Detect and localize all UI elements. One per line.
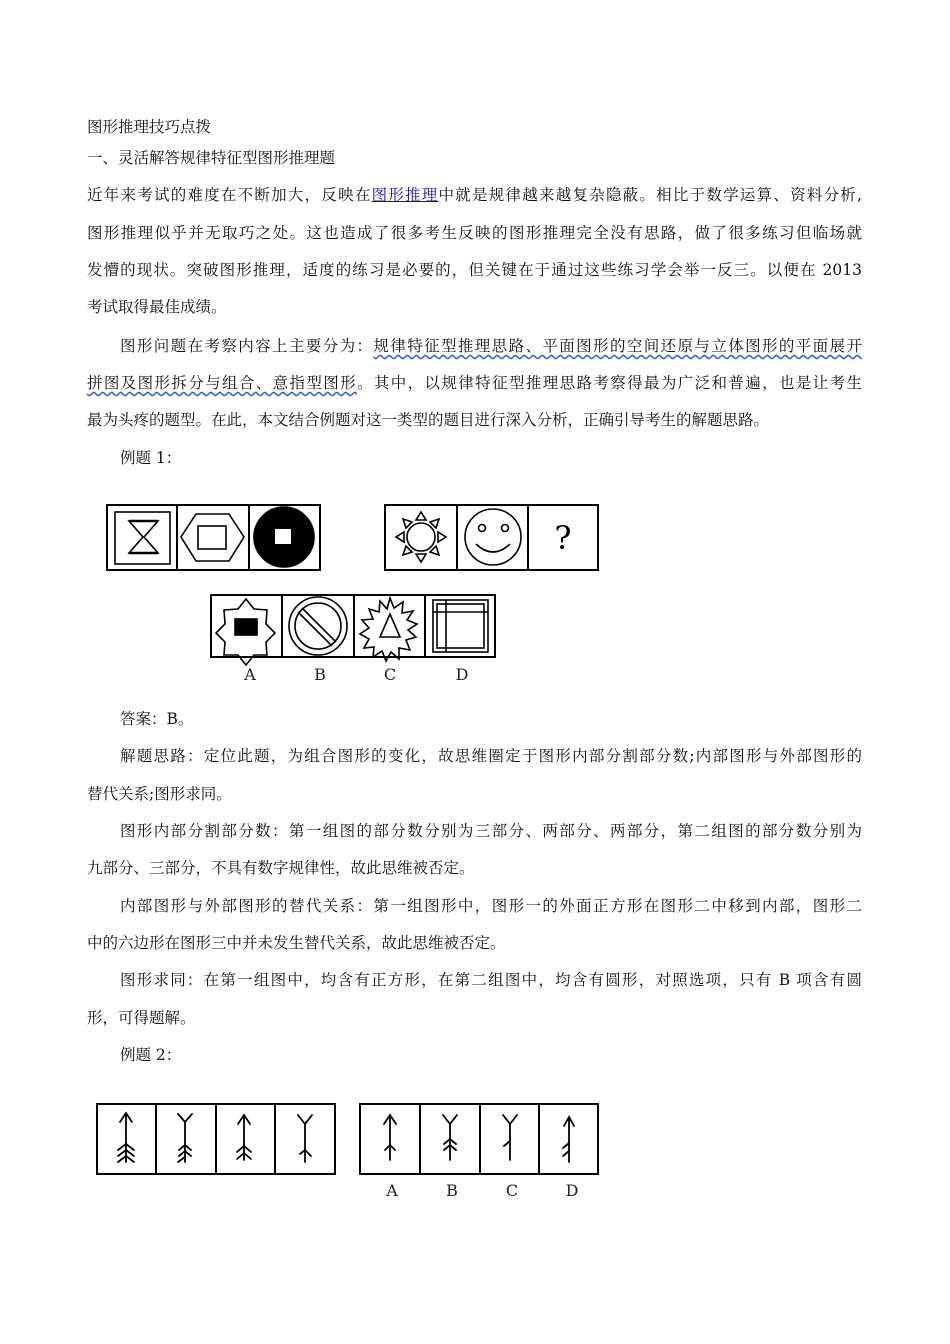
types-line-1: 图形问题在考察内容上主要分为：规律特征型推理思路、平面图形的空间还原与立体图形的平面展开 bbox=[120, 337, 862, 355]
sun-figure bbox=[396, 512, 446, 562]
intro-line-2: 图形推理似乎并无取巧之处。这也造成了很多考生反映的图形推理完全没有思路，做了很多练习但临场就 bbox=[87, 224, 862, 242]
answer-text: 答案：B。 bbox=[120, 710, 194, 728]
option-label-b: B bbox=[314, 665, 326, 684]
option-b-figure bbox=[289, 597, 347, 655]
example1-option-labels bbox=[243, 665, 468, 684]
example2-label: 例题 2： bbox=[120, 1046, 182, 1064]
option-a-figure bbox=[216, 599, 275, 665]
arrow-figure-4 bbox=[298, 1115, 312, 1162]
analysis2-line-1: 内部图形与外部图形的替代关系：第一组图形中，图形一的外面正方形在图形二中移到内部，图形二 bbox=[120, 897, 862, 915]
example1-label: 例题 1： bbox=[120, 449, 182, 467]
smiley-face-figure bbox=[465, 509, 521, 565]
option-label-d: D bbox=[455, 665, 469, 684]
example1-group2 bbox=[385, 505, 598, 570]
analysis1-line-2: 九部分、三部分，不具有数字规律性，故此思维被否定。 bbox=[87, 859, 475, 877]
analysis1-line-1: 图形内部分割部分数：第一组图的部分数分别为三部分、两部分、两部分，第二组图的部分数分别为 bbox=[120, 822, 862, 840]
spellcheck-underline: 拼图及图形拆分与组合、意指型图形 bbox=[87, 374, 358, 392]
intro-line-1: 近年来考试的难度在不断加大，反映在图形推理中就是规律越来越复杂隐蔽。相比于数学运算、资料分析, bbox=[87, 186, 862, 204]
arrow-figure-3 bbox=[237, 1115, 251, 1160]
example1-group1 bbox=[107, 505, 320, 570]
spellcheck-underline: 规律特征型推理思路、平面图形的空间还原与立体图形的平面展开 bbox=[373, 337, 862, 355]
option-label-b: B bbox=[446, 1181, 458, 1200]
option-label-d: D bbox=[565, 1181, 579, 1200]
square-hourglass-figure bbox=[115, 512, 170, 564]
idea-line-1: 解题思路：定位此题，为组合图形的变化，故思维圈定于图形内部分割部分数;内部图形与外部图形的 bbox=[120, 747, 862, 765]
intro-line-3: 发懵的现状。突破图形推理，适度的练习是必要的，但关键在于通过这些练习学会举一反三。以便在 2013 bbox=[87, 261, 862, 279]
section-heading: 一、灵活解答规律特征型图形推理题 bbox=[87, 149, 336, 167]
analysis3-line-2: 形，可得题解。 bbox=[87, 1009, 196, 1027]
arrow-figure-1 bbox=[118, 1113, 134, 1162]
option-d-figure bbox=[433, 600, 488, 652]
example2-option-labels bbox=[385, 1181, 578, 1200]
types-line-3: 最为头疼的题型。在此，本文结合例题对这一类型的题目进行深入分析，正确引导考生的解题思路。 bbox=[87, 411, 770, 429]
option-label-a: A bbox=[244, 665, 256, 684]
page-title: 图形推理技巧点拨 bbox=[87, 118, 212, 136]
types-line-2: 拼图及图形拆分与组合、意指型图形。其中，以规律特征型推理思路考察得最为广泛和普遍，也是让考生 bbox=[87, 374, 862, 392]
option-label-c: C bbox=[505, 1181, 519, 1200]
option-label-c: C bbox=[383, 665, 397, 684]
analysis2-line-2: 中的六边形在图形三中并未发生替代关系，故此思维被否定。 bbox=[87, 934, 506, 952]
arrow-option-b bbox=[443, 1115, 457, 1160]
intro-line-4: 考试取得最佳成绩。 bbox=[87, 298, 227, 316]
figure-reasoning-link[interactable]: 图形推理 bbox=[371, 186, 439, 204]
black-circle-figure bbox=[254, 507, 314, 567]
example2-figures bbox=[97, 1104, 598, 1174]
analysis3-line-1: 图形求同：在第一组图中，均含有正方形，在第二组图中，均含有圆形，对照选项，只有 B 项含有圆 bbox=[120, 971, 862, 989]
arrow-option-c bbox=[503, 1115, 517, 1160]
arrow-option-d bbox=[563, 1117, 574, 1162]
arrow-option-a bbox=[384, 1115, 396, 1160]
hexagon-square-figure bbox=[181, 514, 244, 561]
option-c-figure bbox=[360, 598, 417, 661]
arrow-figure-2 bbox=[178, 1114, 192, 1162]
example1-options bbox=[211, 595, 495, 665]
question-mark: ? bbox=[554, 519, 572, 557]
idea-line-2: 替代关系;图形求同。 bbox=[87, 785, 232, 803]
option-label-a: A bbox=[386, 1181, 398, 1200]
